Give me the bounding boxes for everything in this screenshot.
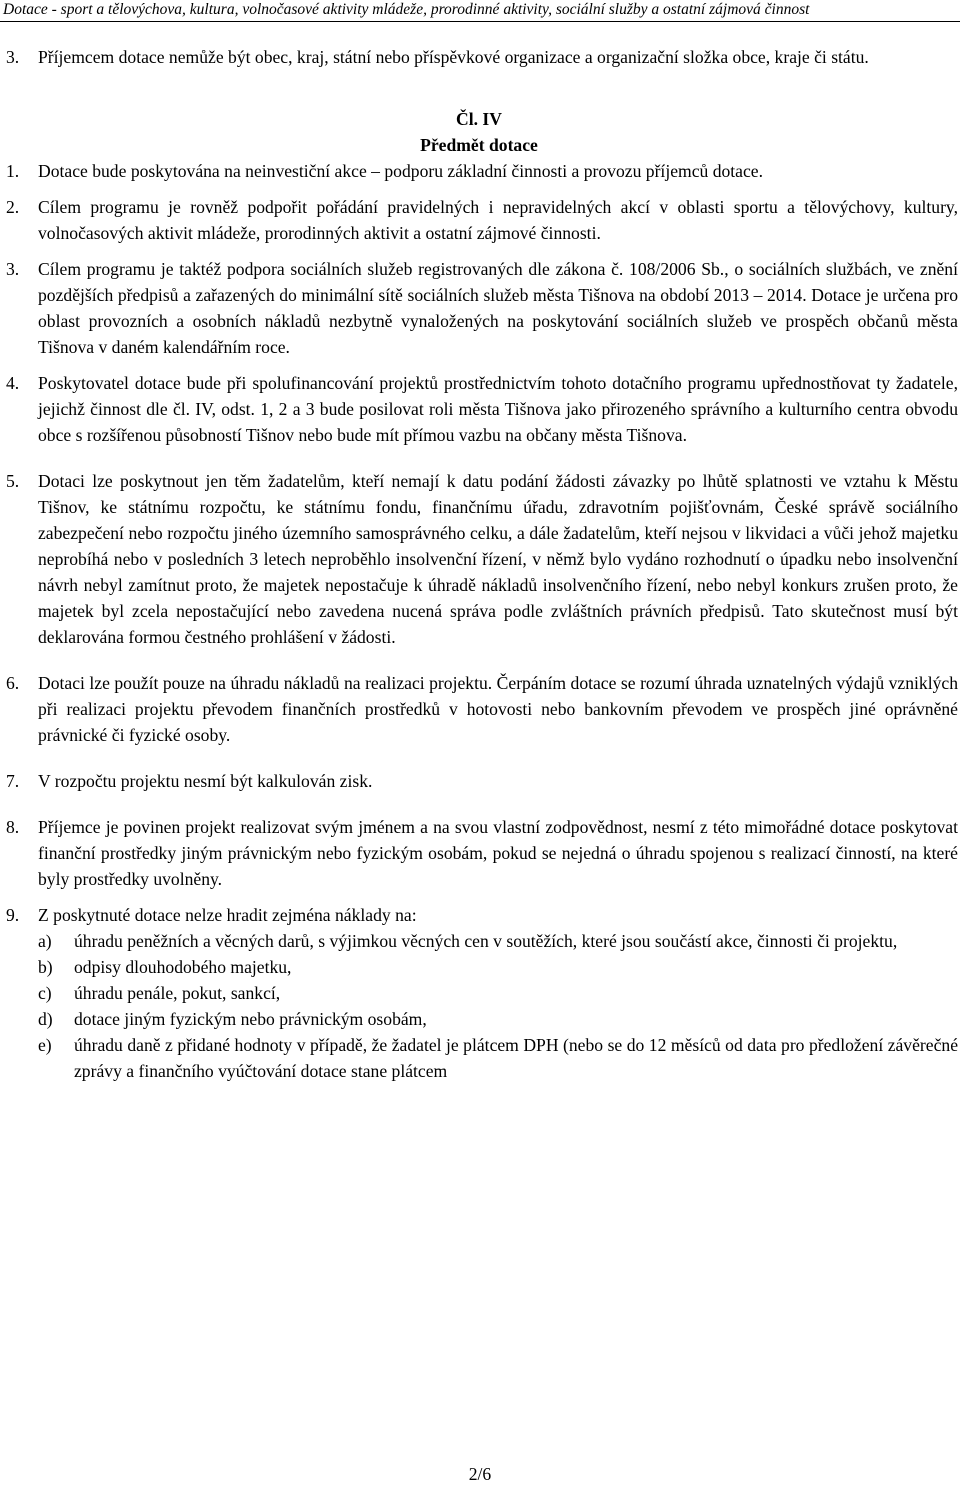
sub-item-text: úhradu daně z přidané hodnoty v případě, že žadatel je plátcem DPH (nebo se do 12 měsíců od data pro předložení závěrečné zprávy a finančního vyúčtování dotace stane plátcem [74, 1035, 958, 1081]
list-item [0, 158, 958, 184]
spacer [0, 758, 958, 768]
spacer [0, 448, 958, 458]
sub-item-text: odpisy dlouhodobého majetku, [74, 957, 292, 977]
sub-item-text: úhradu penále, pokut, sankcí, [74, 983, 281, 1003]
article-title: Předmět dotace [420, 135, 538, 155]
sub-item-letter: b) [38, 957, 53, 977]
spacer [0, 184, 958, 194]
item-text: Dotaci lze použít pouze na úhradu nákladů na realizaci projektu. Čerpáním dotace se rozumí úhrada uznatelných výdajů vzniklých při realizaci projektu převodem finančních prostředků v hotovosti nebo bankovním převodem ve prospěch jiné oprávněné právnické či fyzické osoby. [38, 673, 958, 745]
list-item [0, 670, 958, 748]
list-item [0, 256, 958, 360]
sub-item [0, 928, 958, 954]
item-text: V rozpočtu projektu nesmí být kalkulován zisk. [38, 771, 373, 791]
sub-item-text: úhradu peněžních a věcných darů, s výjimkou věcných cen v soutěžích, které jsou součástí akce, činnosti či projektu, [74, 931, 898, 951]
spacer [0, 70, 958, 96]
spacer [0, 360, 958, 370]
running-header: Dotace - sport a tělovýchova, kultura, volnočasové aktivity mládeže, prorodinné aktivity, sociální služby a ostatní zájmová činnost [3, 1, 810, 18]
spacer [0, 246, 958, 256]
item-number: 5. [6, 471, 20, 491]
list-item [0, 370, 958, 448]
item-text: Dotaci lze poskytnout jen těm žadatelům, kteří nemají k datu podání žádosti závazky po lhůtě splatnosti ve vztahu k Městu Tišnov, ke státnímu rozpočtu, ke státnímu fondu, finančnímu úřadu, zdravotním pojišťovnám, České správě sociálního zabezpečení nebo rozpočtu jiného územního samosprávného celku, a dále žadatelům, kteří nejsou v likvidaci a vůči jehož majetku neprobíhá nebo v posledních 3 letech neproběhlo insolvenční řízení, v němž bylo vydáno rozhodnutí o úpadku nebo insolvenční návrh nebyl zamítnut proto, že majetek nepostačuje k úhradě nákladů insolvenčního řízení, nebo nebyl konkurs zrušen proto, že majetek byl zcela nepostačující nebo zavedena nucená správa podle zvláštních právních předpisů. Tato skutečnost musí být deklarována formou čestného prohlášení v žádosti. [38, 471, 958, 647]
sub-item-letter: d) [38, 1009, 53, 1029]
list-item [0, 814, 958, 892]
header-rule [0, 21, 960, 22]
item-number: 2. [6, 197, 20, 217]
item-number: 9. [6, 905, 20, 925]
spacer [0, 660, 958, 670]
item-number: 1. [6, 161, 20, 181]
item-text: Cílem programu je taktéž podpora sociálních služeb registrovaných dle zákona č. 108/2006 Sb., o sociálních službách, ve znění pozdějších předpisů a zařazených do minimální sítě sociálních služeb města Tišnova na období 2013 – 2014. Dotace je určena pro oblast provozních a osobních nákladů nezbytně vynaložených na poskytování sociálních služeb ve prospěch občanů města Tišnova v daném kalendářním roce. [38, 259, 958, 357]
item-number: 3. [6, 259, 20, 279]
list-item [0, 768, 958, 794]
item-number: 6. [6, 673, 20, 693]
list-item [0, 902, 958, 928]
article-number: Čl. IV [456, 109, 502, 129]
sub-item-letter: e) [38, 1035, 52, 1055]
item-number: 8. [6, 817, 20, 837]
item-text: Poskytovatel dotace bude při spolufinancování projektů prostřednictvím tohoto dotačního programu upřednostňovat ty žadatele, jejichž činnost dle čl. IV, odst. 1, 2 a 3 bude posilovat roli města Tišnova jako přirozeného správního a kulturního centra obvodu obce s rozšířenou působností Tišnov nebo bude mít přímou vazbu na občany města Tišnova. [38, 373, 958, 445]
intro-item [0, 44, 958, 70]
spacer [0, 794, 958, 804]
item-text: Dotace bude poskytována na neinvestiční akce – podporu základní činnosti a provozu příjemců dotace. [38, 161, 764, 181]
sub-item [0, 954, 958, 980]
list-item [0, 468, 958, 650]
page-number: 2/6 [468, 1464, 492, 1484]
spacer [0, 748, 958, 758]
sub-item-letter: a) [38, 931, 52, 951]
spacer [0, 96, 958, 106]
document-body [0, 44, 958, 1084]
spacer [0, 892, 958, 902]
item-text: Z poskytnuté dotace nelze hradit zejména náklady na: [38, 905, 417, 925]
item-number: 4. [6, 373, 20, 393]
item-text: Příjemce je povinen projekt realizovat svým jménem a na svou vlastní zodpovědnost, nesmí z této mimořádné dotace poskytovat finanční prostředky jiným právnickým nebo fyzickým osobám, pokud se nejedná o úhradu spojenou s realizací činností, na které byly prostředky uvolněny. [38, 817, 958, 889]
item-text: Cílem programu je rovněž podpořit pořádání pravidelných i nepravidelných akcí v oblasti sportu a tělovýchovy, kultury, volnočasových aktivit mládeže, prorodinných aktivit a ostatní zájmové činnosti. [38, 197, 958, 243]
list-item [0, 194, 958, 246]
item-number: 3. [6, 47, 20, 67]
item-number: 7. [6, 771, 20, 791]
spacer [0, 458, 958, 468]
item-text: Příjemcem dotace nemůže být obec, kraj, státní nebo příspěvkové organizace a organizační složka obce, kraje či státu. [38, 47, 869, 67]
sub-item [0, 1006, 958, 1032]
spacer [0, 804, 958, 814]
sub-item [0, 1032, 958, 1084]
sub-item-letter: c) [38, 983, 52, 1003]
sub-item-text: dotace jiným fyzickým nebo právnickým osobám, [74, 1009, 427, 1029]
sub-item [0, 980, 958, 1006]
spacer [0, 650, 958, 660]
